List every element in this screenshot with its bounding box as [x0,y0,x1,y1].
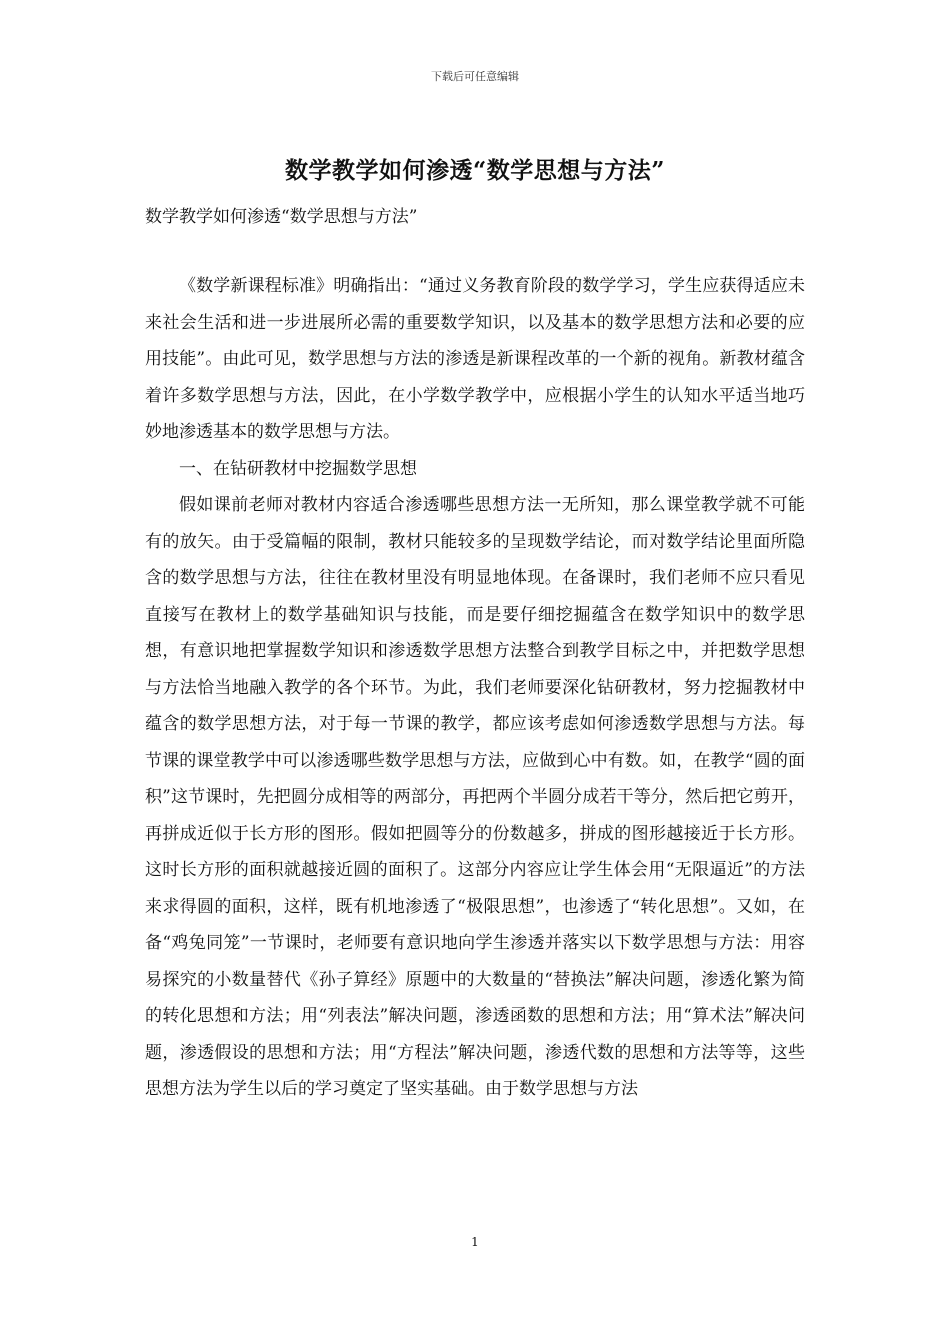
document-title: 数学教学如何渗透“数学思想与方法” [285,157,665,184]
paragraph-intro: 《数学新课程标准》明确指出：“通过义务教育阶段的数学学习，学生应获得适应未来社会生活和进一步进展所必需的重要数学知识，以及基本的数学思想方法和必要的应用技能”。由此可见，数学思想与方法的渗透是新课程改革的一个新的视角。新教材蕴含着许多数学思想与方法，因此，在小学数学教学中，应根据小学生的认知水平适当地巧妙地渗透基本的数学思想与方法。 [145,276,805,442]
paragraph-section-body: 假如课前老师对教材内容适合渗透哪些思想方法一无所知，那么课堂教学就不可能有的放矢。由于受篇幅的限制，教材只能较多的呈现数学结论，而对数学结论里面所隐含的数学思想与方法，往往在教材里没有明显地体现。在备课时，我们老师不应只看见直接写在教材上的数学基础知识与技能，而是要仔细挖掘蕴含在数学知识中的数学思想，有意识地把掌握数学知识和渗透数学思想方法整合到教学目标之中，并把数学思想与方法恰当地融入教学的各个环节。为此，我们老师要深化钻研教材，努力挖掘教材中蕴含的数学思想方法，对于每一节课的教学，都应该考虑如何渗透数学思想与方法。每节课的课堂教学中可以渗透哪些数学思想与方法，应做到心中有数。如，在教学“圆的面积”这节课时，先把圆分成相等的两部分，再把两个半圆分成若干等分，然后把它剪开，再拼成近似于长方形的图形。假如把圆等分的份数越多，拼成的图形越接近于长方形。这时长方形的面积就越接近圆的面积了。这部分内容应让学生体会用“无限逼近”的方法来求得圆的面积，这样，既有机地渗透了“极限思想”，也渗透了“转化思想”。又如，在备“鸡兔同笼”一节课时，老师要有意识地向学生渗透并落实以下数学思想与方法：用容易探究的小数量替代《孙子算经》原题中的大数量的“替换法”解决问题，渗透化繁为简的转化思想和方法；用“列表法”解决问题，渗透函数的思想和方法；用“算术法”解决问题，渗透假设的思想和方法；用“方程法”解决问题，渗透代数的思想和方法等等，这些思想方法为学生以后的学习奠定了坚实基础。由于数学思想与方法 [145,495,805,1099]
document-subtitle: 数学教学如何渗透“数学思想与方法” [145,207,418,227]
page-header-note: 下载后可任意编辑 [431,70,519,83]
page-number: 1 [471,1235,479,1249]
section-heading: 一、在钻研教材中挖掘数学思想 [179,458,417,479]
document-body [145,268,805,1108]
